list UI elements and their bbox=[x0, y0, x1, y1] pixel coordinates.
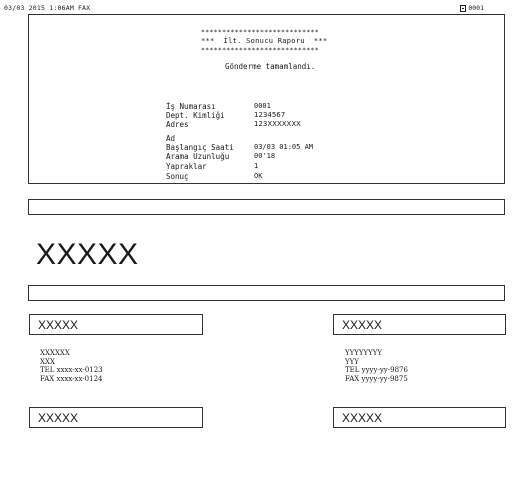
report-row-label: İş Numarası bbox=[166, 102, 216, 111]
report-row-label: Dept. Kimliği bbox=[166, 111, 225, 120]
right-address-line: YYYYYYYY bbox=[345, 349, 382, 357]
report-row-value: 123XXXXXXX bbox=[254, 120, 301, 128]
wide-field-top bbox=[28, 199, 505, 215]
left-address-line: FAX xxxx-xx-0124 bbox=[40, 374, 103, 383]
left-address-line: TEL xxxx-xx-0123 bbox=[40, 366, 103, 375]
large-placeholder-text: XXXXX bbox=[36, 238, 139, 271]
report-status: Gönderme tamamlandı. bbox=[225, 62, 316, 71]
right-address-line: TEL yyyy-yy-9876 bbox=[345, 366, 408, 375]
report-row-label: Ad bbox=[166, 134, 176, 143]
wide-field-bottom bbox=[28, 285, 505, 301]
fax-header-datetime: 03/03 2015 1:06AM FAX bbox=[4, 4, 91, 12]
report-row-label: Başlangıç Saati bbox=[166, 143, 234, 152]
transmission-report bbox=[28, 14, 505, 184]
left-address-block bbox=[40, 349, 103, 383]
fax-header-page bbox=[460, 4, 484, 12]
report-row-label: Yapraklar bbox=[166, 162, 207, 171]
report-row-label: Arama Uzunluğu bbox=[166, 152, 230, 161]
report-row-value: 1 bbox=[254, 162, 259, 170]
right-address-line: FAX yyyy-yy-9875 bbox=[345, 374, 408, 383]
report-row-value: 0001 bbox=[254, 102, 271, 110]
right-top-box: XXXXX bbox=[333, 314, 506, 335]
report-row-value: 00'18 bbox=[254, 152, 276, 160]
report-row-value: 1234567 bbox=[254, 111, 286, 119]
right-address-line: YYY bbox=[345, 357, 359, 366]
left-address-line: XXXXXX bbox=[40, 349, 70, 357]
left-address-line: XXX bbox=[40, 357, 55, 366]
report-stars-bottom: **************************** bbox=[201, 46, 319, 54]
right-address-block bbox=[345, 349, 408, 383]
left-bottom-box: XXXXX bbox=[29, 407, 203, 428]
report-row-value: OK bbox=[254, 172, 263, 180]
report-row-label: Sonuç bbox=[166, 172, 189, 181]
report-title: *** İlt. Sonucu Raporu *** bbox=[201, 37, 328, 45]
fax-header-page-number: 0001 bbox=[468, 4, 484, 12]
report-row-label: Adres bbox=[166, 120, 189, 129]
page-icon bbox=[460, 5, 466, 12]
report-row-value: 03/03 01:05 AM bbox=[254, 143, 314, 151]
right-bottom-box: XXXXX bbox=[333, 407, 506, 428]
report-stars-top: **************************** bbox=[201, 28, 319, 36]
left-top-box: XXXXX bbox=[29, 314, 203, 335]
